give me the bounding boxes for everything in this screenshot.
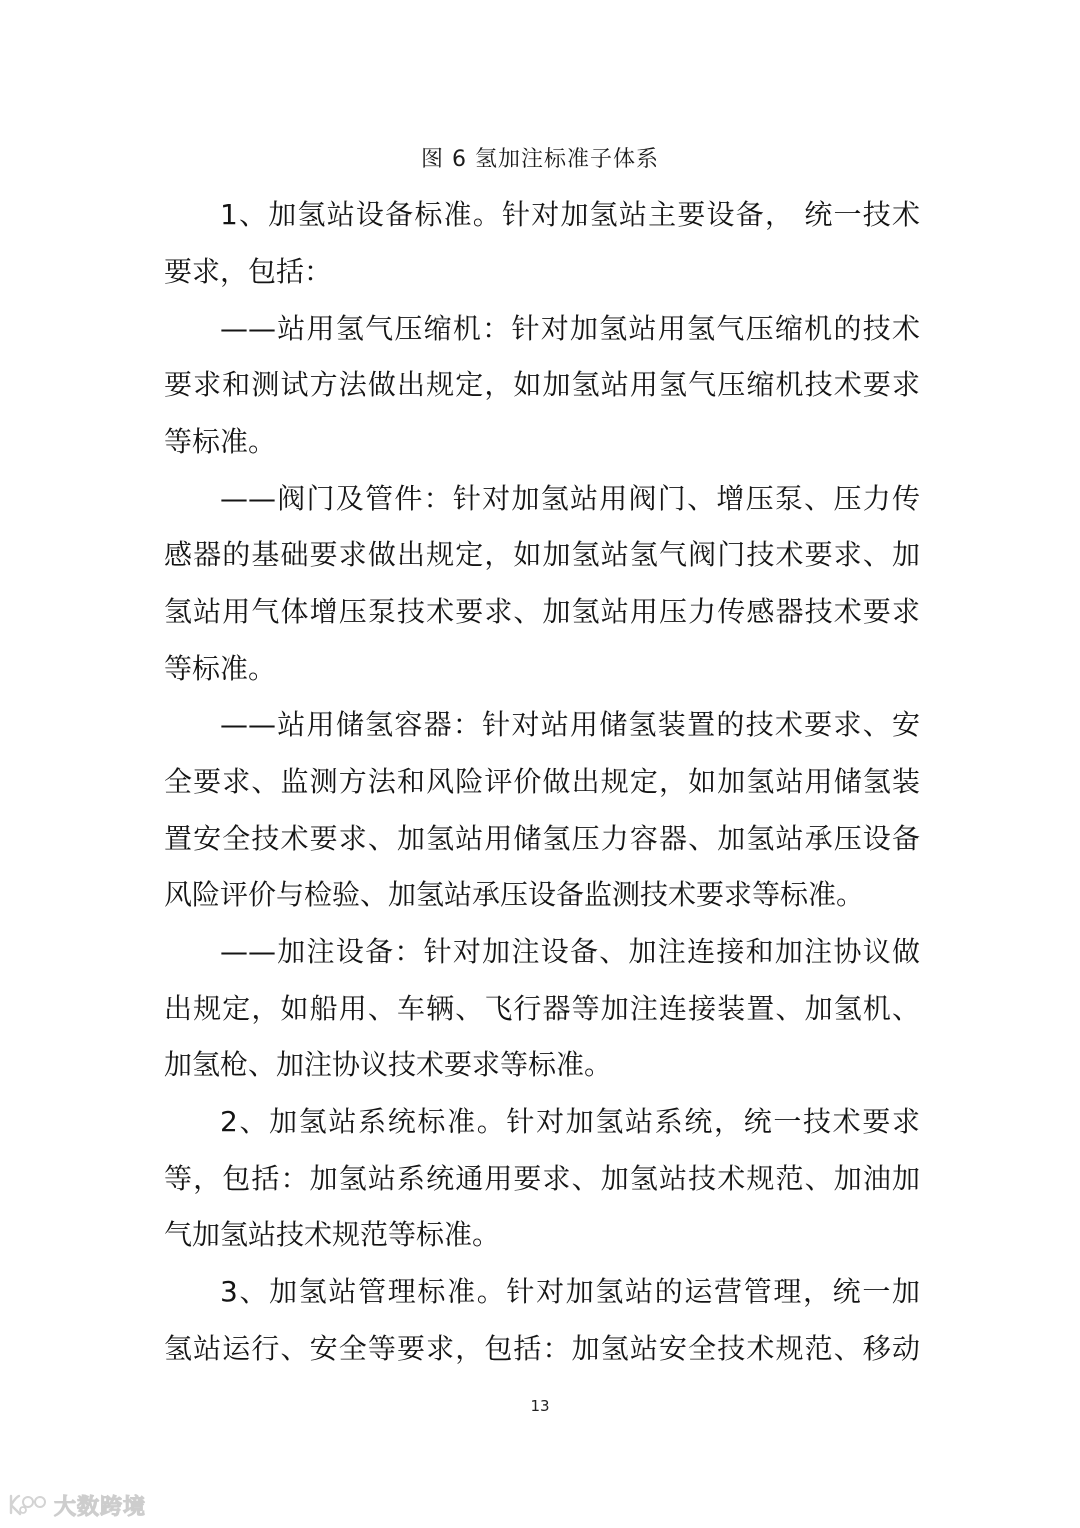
text-line: ——站用储氢容器：针对站用储氢装置的技术要求、安 <box>220 708 920 741</box>
text-line: 要求和测试方法做出规定，如加氢站用氢气压缩机技术要求 <box>164 368 920 401</box>
text-line: 加氢枪、加注协议技术要求等标准。 <box>164 1048 613 1081</box>
text-line: 1、加氢站设备标准。针对加氢站主要设备， 统一技术 <box>220 198 920 231</box>
text-line: 等标准。 <box>164 652 277 685</box>
text-line: 3、加氢站管理标准。针对加氢站的运营管理，统一加 <box>220 1275 920 1308</box>
text-line: 置安全技术要求、加氢站用储氢压力容器、加氢站承压设备 <box>164 822 920 855</box>
text-line: 风险评价与检验、加氢站承压设备监测技术要求等标准。 <box>164 878 865 911</box>
page-number: 13 <box>530 1397 550 1415</box>
watermark <box>8 1490 146 1520</box>
text-line: 等，包括：加氢站系统通用要求、加氢站技术规范、加油加 <box>164 1162 920 1195</box>
text-line: 2、加氢站系统标准。针对加氢站系统，统一技术要求 <box>220 1105 920 1138</box>
text-line: ——阀门及管件：针对加氢站用阀门、增压泵、压力传 <box>220 482 920 515</box>
text-line: 等标准。 <box>164 425 277 458</box>
figure-caption: 图 6 氢加注标准子体系 <box>421 147 659 172</box>
text-line: 要求，包括： <box>164 255 333 288</box>
text-line: 氢站用气体增压泵技术要求、加氢站用压力传感器技术要求 <box>164 595 920 628</box>
watermark-text: 大数跨境 <box>54 1494 147 1520</box>
text-line: ——站用氢气压缩机：针对加氢站用氢气压缩机的技术 <box>220 312 920 345</box>
text-line: 氢站运行、安全等要求，包括：加氢站安全技术规范、移动 <box>164 1332 920 1365</box>
kr100-logo-icon <box>8 1493 48 1517</box>
text-line: 出规定，如船用、车辆、飞行器等加注连接装置、加氢机、 <box>164 992 920 1025</box>
text-line: 气加氢站技术规范等标准。 <box>164 1218 501 1251</box>
text-line: 感器的基础要求做出规定，如加氢站氢气阀门技术要求、加 <box>164 538 920 571</box>
text-line: ——加注设备：针对加注设备、加注连接和加注协议做 <box>220 935 920 968</box>
text-line: 全要求、监测方法和风险评价做出规定，如加氢站用储氢装 <box>164 765 920 798</box>
